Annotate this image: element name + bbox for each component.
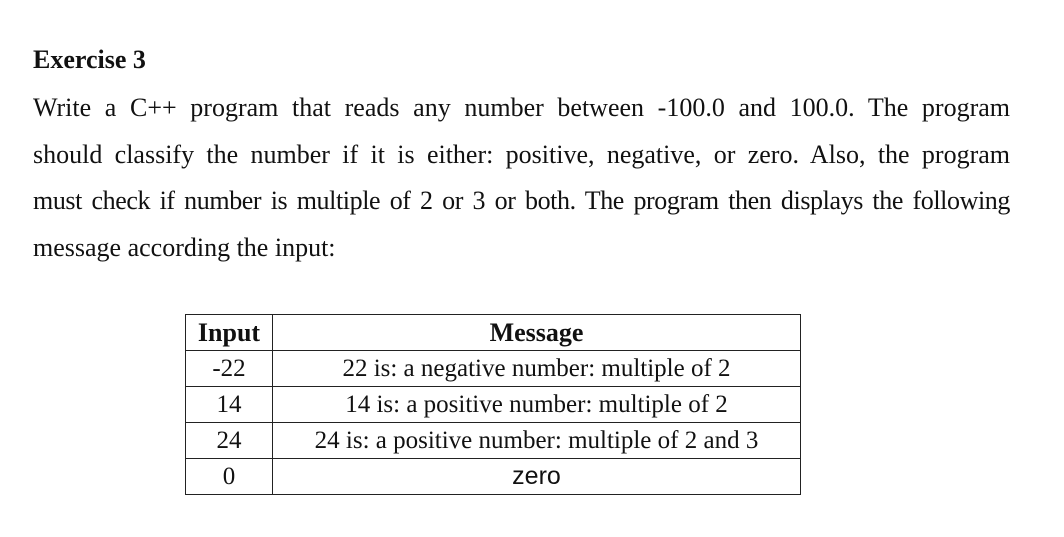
message-cell: 24 is: a positive number: multiple of 2 and 3	[273, 423, 801, 459]
table-row	[186, 459, 801, 495]
input-message-table	[185, 314, 801, 495]
table-row	[186, 351, 801, 387]
paragraph-line: should classify the number if it is either: positive, negative, or zero. Also, the program	[33, 140, 1010, 169]
message-cell: 14 is: a positive number: multiple of 2	[273, 387, 801, 423]
table-row	[186, 423, 801, 459]
table-row	[186, 387, 801, 423]
message-cell: zero	[273, 459, 801, 495]
input-cell: 0	[186, 459, 273, 495]
input-cell: -22	[186, 351, 273, 387]
paragraph-line: message according the input:	[33, 233, 336, 262]
paragraph-line: Write a C++ program that reads any number between -100.0 and 100.0. The program	[33, 93, 1010, 122]
column-header-message: Message	[273, 315, 801, 351]
table-header-row	[186, 315, 801, 351]
column-header-input: Input	[186, 315, 273, 351]
input-cell: 24	[186, 423, 273, 459]
input-cell: 14	[186, 387, 273, 423]
exercise-title: Exercise 3	[33, 45, 146, 74]
message-cell: 22 is: a negative number: multiple of 2	[273, 351, 801, 387]
paragraph-line: must check if number is multiple of 2 or 3 or both. The program then displays the following	[33, 186, 1010, 215]
